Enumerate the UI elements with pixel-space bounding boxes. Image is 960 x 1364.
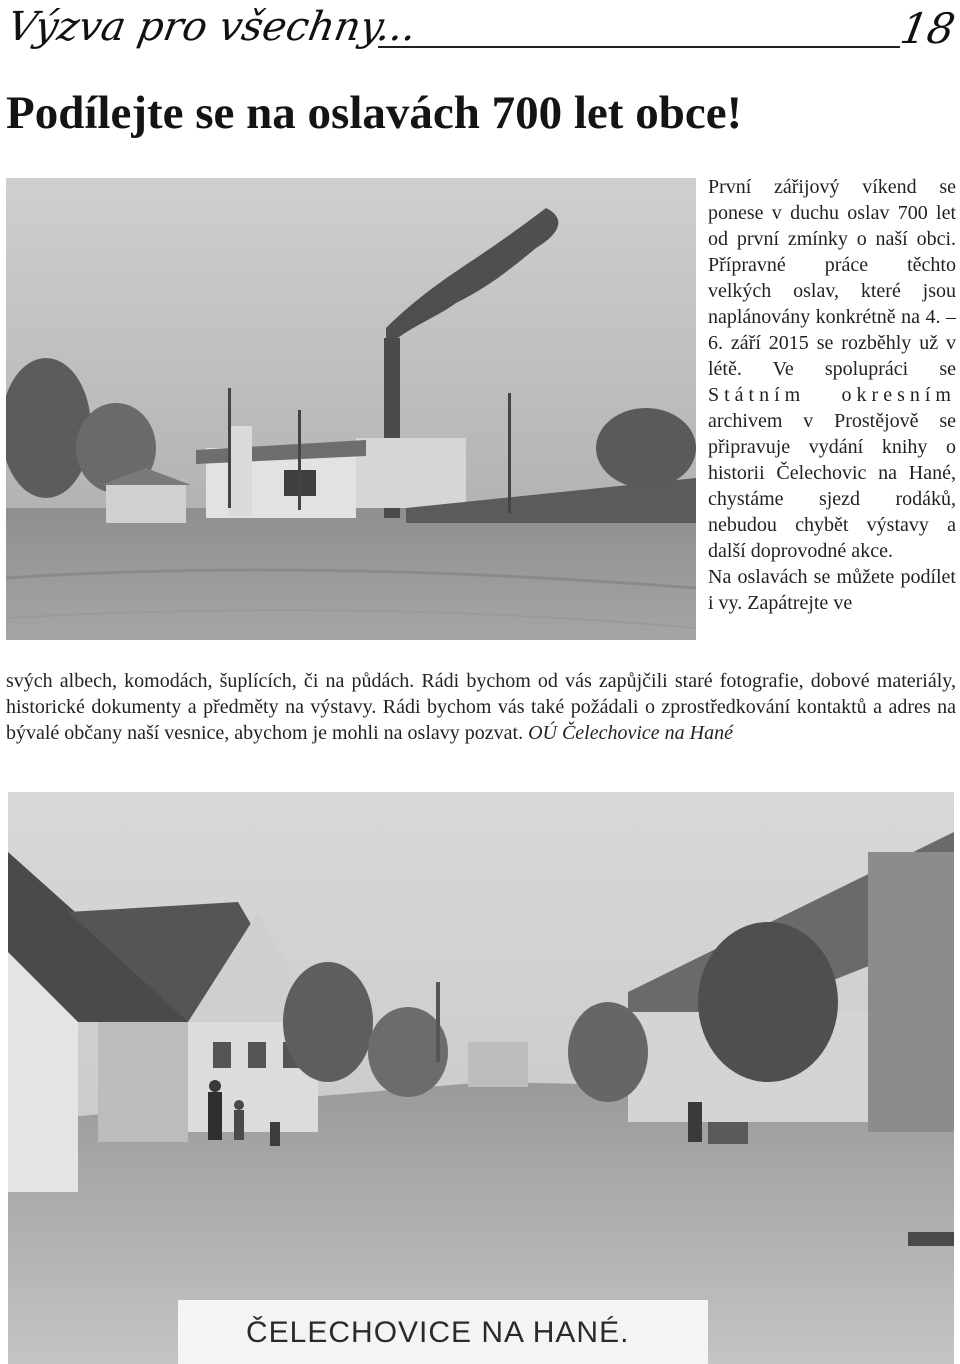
photo-caption: ČELECHOVICE NA HANÉ. [246,1316,630,1349]
village-street-photo [8,792,954,1364]
intro-text-part-2: archivem v Prostějově se připravuje vydání knihy o historii Čelechovic na Hané, chystáme sjezd rodáků, nebudou chybět výstavy a další doprovodné akce. [708,410,956,562]
article-headline: Podílejte se na oslavách 700 let obce! [6,87,743,139]
factory-photo-image [6,178,696,640]
intro-text-part-1: První zářijový víkend se ponese v duchu oslav 700 let od první zmínky o naší obci. Přípravné práce těchto velkých oslav, které jsou naplánovány konkrétně na 4. – 6. září 2015 se rozběhly už v létě. Ve spolupráci se [708,176,956,380]
header-rule [378,46,900,48]
series-title: Výzva pro všechny... [4,4,420,50]
page-header [0,0,960,60]
factory-photo [6,178,696,640]
article-body [6,668,956,746]
article-signature: OÚ Čelechovice na Hané [528,722,733,744]
page-number: 18 [896,4,959,53]
article-body-text: svých albech, komodách, šuplících, či na půdách. Rádi bychom od vás zapůjčili staré fotografie, dobové materiály, historické dokumenty a předměty na výstavy. Rádi bychom vás také požádali o zprostředkování kontaktů a adres na bývalé občany naší vesnice, abychom je mohli na oslavy pozvat. [6,670,956,744]
intro-text-archive: Státním okresním [708,384,956,406]
article-intro [708,174,956,616]
call-paragraph: Na oslavách se můžete podílet i vy. Zapátrejte ve [708,566,956,614]
village-street-photo-image [8,792,954,1364]
intro-paragraph [708,174,956,564]
